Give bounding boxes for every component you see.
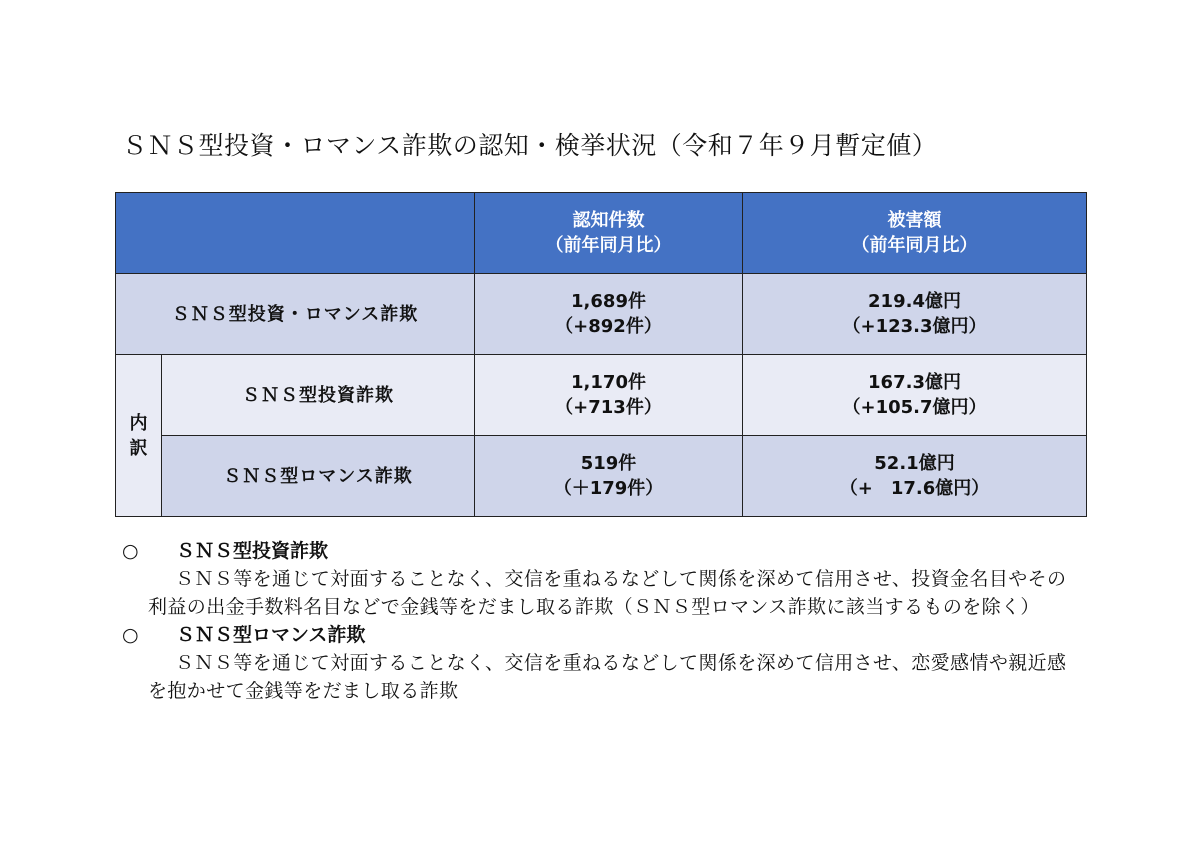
total-amount-cell <box>743 274 1087 355</box>
investment-amount-change: （+105.7億円） <box>842 397 987 418</box>
total-count: 1,689件 <box>571 291 646 312</box>
header-amount-label: 被害額 <box>887 210 942 231</box>
header-count-label: 認知件数 <box>572 210 645 231</box>
investment-count: 1,170件 <box>571 372 646 393</box>
note-heading-investment: ＳＮＳ型投資詐欺 <box>176 540 329 562</box>
note-body-investment: ＳＮＳ等を通じて対面することなく、交信を重ねるなどして関係を深めて信用させ、投資金名目やその利益の出金手数料名目などで金銭等をだまし取る詐欺（ＳＮＳ型ロマンス詐欺に該当するものを除く） <box>148 568 1067 618</box>
romance-amount-change: （+ 17.6億円） <box>839 478 990 499</box>
table-row-romance <box>116 436 1087 517</box>
note-romance <box>122 621 1072 705</box>
note-investment <box>122 537 1072 621</box>
investment-count-change: （+713件） <box>555 397 662 418</box>
total-amount-change: （+123.3億円） <box>842 316 987 337</box>
breakdown-label-2: 訳 <box>129 437 148 459</box>
breakdown-label-cell <box>116 355 162 517</box>
header-amount-sub: （前年同月比） <box>851 235 978 256</box>
total-count-cell <box>475 274 743 355</box>
note-body-romance: ＳＮＳ等を通じて対面することなく、交信を重ねるなどして関係を深めて信用させ、恋愛感情や親近感を抱かせて金銭等をだまし取る詐欺 <box>148 652 1067 702</box>
investment-amount-cell <box>743 355 1087 436</box>
note-heading-romance: ＳＮＳ型ロマンス詐欺 <box>176 624 366 646</box>
romance-count-change: （＋179件） <box>553 478 664 499</box>
table-row-total <box>116 274 1087 355</box>
table-row-investment <box>116 355 1087 436</box>
romance-amount: 52.1億円 <box>874 453 955 474</box>
row-label-total: ＳＮＳ型投資・ロマンス詐欺 <box>116 274 475 355</box>
table-header-row <box>116 193 1087 274</box>
romance-count: 519件 <box>580 453 637 474</box>
circle-bullet-icon: ○ <box>122 624 139 646</box>
romance-amount-cell <box>743 436 1087 517</box>
statistics-table <box>115 192 1087 517</box>
definitions-section <box>122 537 1072 705</box>
row-label-romance: ＳＮＳ型ロマンス詐欺 <box>162 436 475 517</box>
header-empty-cell <box>116 193 475 274</box>
romance-count-cell <box>475 436 743 517</box>
investment-count-cell <box>475 355 743 436</box>
circle-bullet-icon: ○ <box>122 540 139 562</box>
total-amount: 219.4億円 <box>868 291 961 312</box>
header-count-cell <box>475 193 743 274</box>
header-amount-cell <box>743 193 1087 274</box>
header-count-sub: （前年同月比） <box>545 235 672 256</box>
page-title: ＳＮＳ型投資・ロマンス詐欺の認知・検挙状況（令和７年９月暫定値） <box>122 131 938 160</box>
investment-amount: 167.3億円 <box>868 372 961 393</box>
row-label-investment: ＳＮＳ型投資詐欺 <box>162 355 475 436</box>
breakdown-label-1: 内 <box>129 412 148 434</box>
total-count-change: （+892件） <box>555 316 662 337</box>
